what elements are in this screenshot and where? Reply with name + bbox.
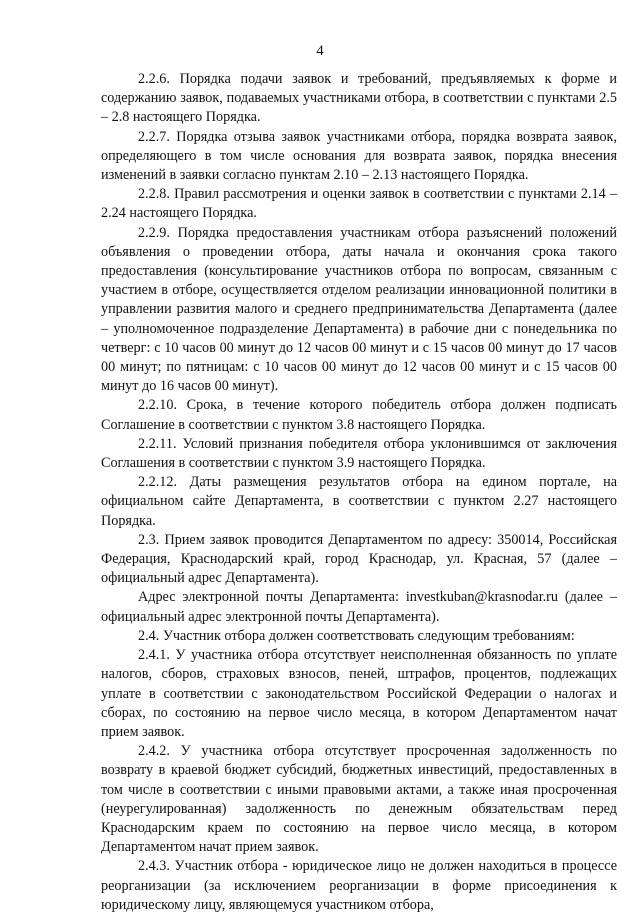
paragraph-2-4-2: 2.4.2. У участника отбора отсутствует просроченная задолженность по возврату в краевой бюджет субсидий, бюджетных инвестиций, предоставленных в том числе в соответствии с иными правовыми актами, а также иная просроченная (неурегулированная) задолженность по денежным обязательствам перед Краснодарским краем по состоянию на первое число месяца, в котором Департаментом начат прием заявок. [101,743,617,856]
paragraph-2-4-3: 2.4.3. Участник отбора - юридическое лицо не должен находиться в процессе реорганизации (за исключением реорганизации в форме присоединения к юридическому лицу, являющемуся участником отбора, [101,858,617,913]
page-number: 4 [316,43,324,59]
paragraph-2-2-10: 2.2.10. Срока, в течение которого победитель отбора должен подписать Соглашение в соответствии с пунктом 3.8 настоящего Порядка. [101,397,617,433]
paragraph-2-4: 2.4. Участник отбора должен соответствовать следующим требованиям: [138,627,575,644]
paragraph-2-4-1: 2.4.1. У участника отбора отсутствует неисполненная обязанность по уплате налогов, сборов, страховых взносов, пеней, штрафов, процентов, подлежащих уплате в соответствии с законодательством Российской Федерации о налогах и сборах, по состоянию на первое число месяца, в котором Департаментом начат прием заявок. [101,647,617,740]
paragraph-2-2-6: 2.2.6. Порядка подачи заявок и требований, предъявляемых к форме и содержанию заявок, подаваемых участниками отбора, в соответствии с пунктами 2.5 – 2.8 настоящего Порядка. [101,71,617,126]
paragraph-2-2-12: 2.2.12. Даты размещения результатов отбора на едином портале, на официальном сайте Департамента, в соответствии с пунктом 2.27 настоящего Порядка. [101,474,617,529]
paragraph-email: Адрес электронной почты Департамента: investkuban@krasnodar.ru (далее – официальный адрес электронной почты Департамента). [101,589,617,625]
document-body [101,70,617,915]
paragraph-2-3: 2.3. Прием заявок проводится Департаментом по адресу: 350014, Российская Федерация, Краснодарский край, город Краснодар, ул. Красная, 57 (далее – официальный адрес Департамента). [101,531,617,587]
paragraph-2-2-8: 2.2.8. Правил рассмотрения и оценки заявок в соответствии с пунктами 2.14 – 2.24 настоящего Порядка. [101,186,617,222]
paragraph-2-2-9: 2.2.9. Порядка предоставления участникам отбора разъяснений положений объявления о проведении отбора, даты начала и окончания срока такого предоставления (консультирование участников отбора по вопросам, связанным с участием в отборе, осуществляется отделом реализации инновационной политики в управлении развития малого и среднего предпринимательства Департамента (далее – уполномоченное подразделение Департамента) в рабочие дни с понедельника по четверг: с 10 часов 00 минут до 12 часов 00 минут и с 15 часов 00 минут до 17 часов 00 минут; по пятницам: с 10 часов 00 минут до 12 часов 00 минут и с 15 часов 00 минут до 16 часов 00 минут). [101,224,617,395]
paragraph-2-2-11: 2.2.11. Условий признания победителя отбора уклонившимся от заключения Соглашения в соответствии с пунктом 3.9 настоящего Порядка. [101,435,617,472]
paragraph-2-2-7: 2.2.7. Порядка отзыва заявок участниками отбора, порядка возврата заявок, определяющего в том числе основания для возврата заявок, порядка внесения изменений в заявки согласно пунктам 2.10 – 2.13 настоящего Порядка. [101,128,617,184]
